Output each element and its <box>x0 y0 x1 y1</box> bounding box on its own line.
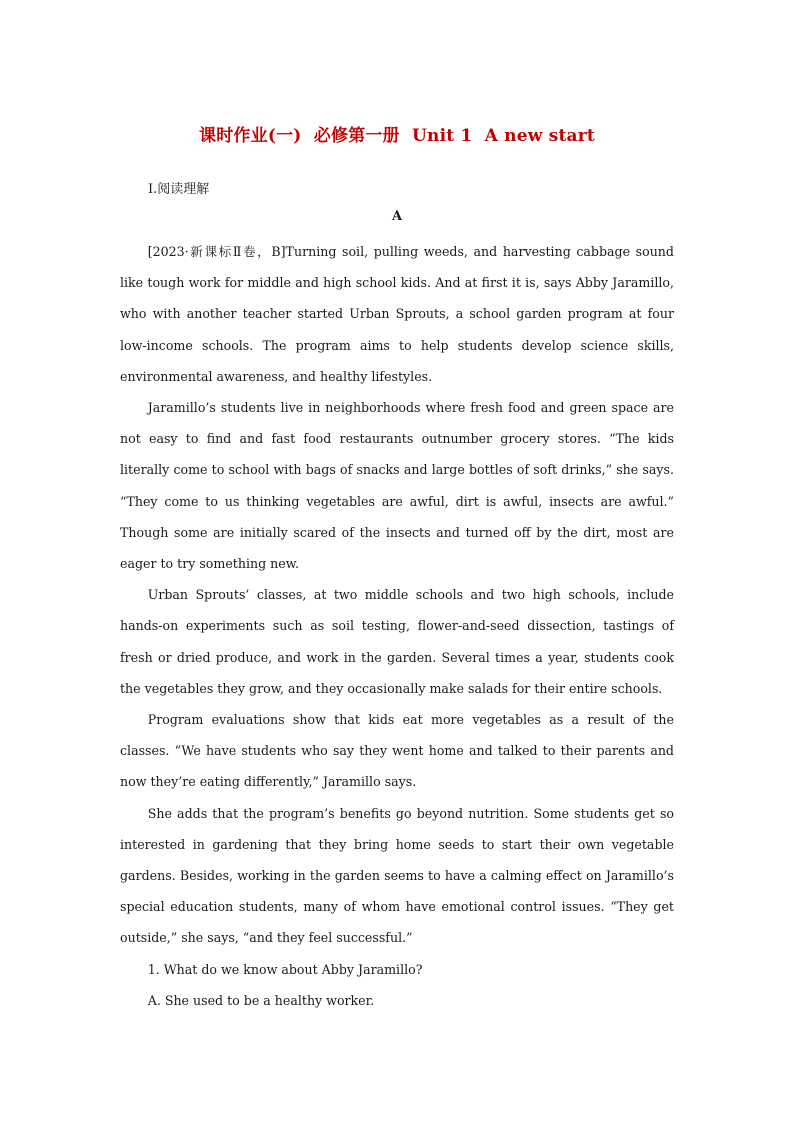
section-heading: Ⅰ.阅读理解 <box>148 182 210 197</box>
question-stem: 1. What do we know about Abby Jaramillo? <box>147 961 423 977</box>
paragraph: [2023·新课标Ⅱ卷，B]Turning soil, pulling weeds, and harvesting cabbage sound like tough work for middle and high school kids. And at first it is, says Abby Jaramillo, who with another teacher started Urban Sprouts, a school garden program at four low-income schools. The program aims to help students develop science skills, environmental awareness, and healthy lifestyles. <box>120 244 674 384</box>
page-title: 课时作业(一) 必修第一册 Unit 1 A new start <box>199 126 595 146</box>
paragraph: She adds that the program’s benefits go beyond nutrition. Some students get so interested in gardening that they bring home seeds to start their own vegetable gardens. Besides, working in the garden seems to have a calming effect on Jaramillo’s special education students, many of whom have emotional control issues. “They get outside,” she says, “and they feel successful.” <box>120 805 674 946</box>
passage-body <box>120 236 674 1016</box>
paragraph: Program evaluations show that kids eat more vegetables as a result of the classes. “We have students who say they went home and talked to their parents and now they’re eating differently,” Jaramillo says. <box>120 712 674 790</box>
passage-label: A <box>391 209 403 224</box>
paragraph: Urban Sprouts’ classes, at two middle schools and two high schools, include hands-on experiments such as soil testing, flower-and-seed dissection, tastings of fresh or dried produce, and work in the garden. Several times a year, students cook the vegetables they grow, and they occasionally make salads for their entire schools. <box>120 587 674 696</box>
answer-option: A. She used to be a healthy worker. <box>147 992 375 1008</box>
paragraph: Jaramillo’s students live in neighborhoods where fresh food and green space are not easy to find and fast food restaurants outnumber grocery stores. “The kids literally come to school with bags of snacks and large bottles of soft drinks,” she says. “They come to us thinking vegetables are awful, dirt is awful, insects are awful.” Though some are initially scared of the insects and turned off by the dirt, most are eager to try something new. <box>120 400 674 572</box>
